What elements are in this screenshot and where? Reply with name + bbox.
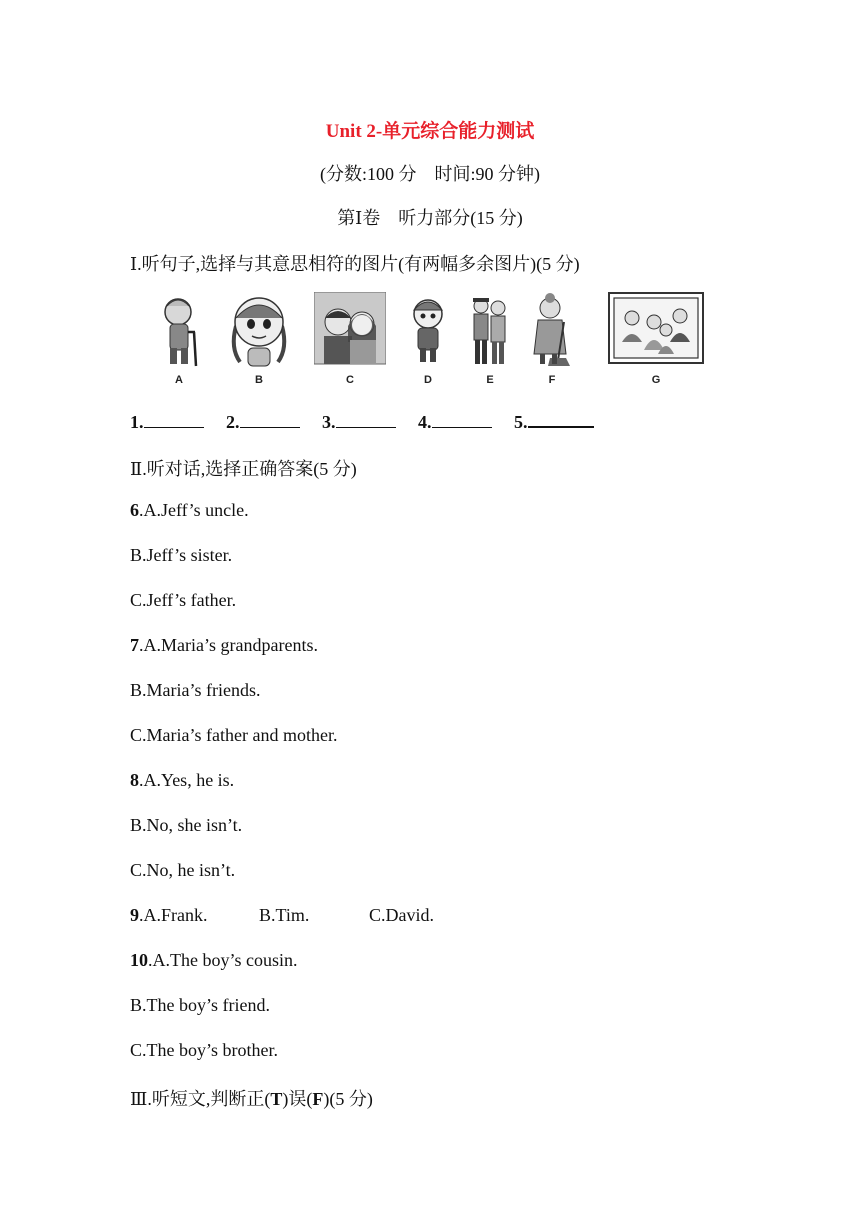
- false-mark: F: [312, 1089, 324, 1109]
- q8-option-b: B.No, she isn’t.: [130, 815, 243, 835]
- q7-option-a: [130, 635, 318, 656]
- picture-e: [470, 292, 510, 386]
- couple-photo-image: [314, 292, 386, 366]
- option-c-text: C.David.: [369, 905, 434, 925]
- question-number: 6: [130, 500, 139, 520]
- picture-label: B: [255, 374, 263, 386]
- blank-2[interactable]: [226, 411, 300, 433]
- q6-option-b: B.Jeff’s sister.: [130, 545, 233, 565]
- blank-4[interactable]: [418, 411, 492, 433]
- picture-f: [528, 292, 576, 386]
- picture-label: C: [346, 374, 354, 386]
- picture-label: F: [548, 374, 556, 386]
- q6-option-c: C.Jeff’s father.: [130, 590, 237, 610]
- q10-option-c: C.The boy’s brother.: [130, 1040, 278, 1060]
- blank-number: 4.: [418, 412, 432, 432]
- option-text: .A.Yes, he is.: [139, 770, 235, 790]
- blank-number: 2.: [226, 412, 240, 432]
- q9-options: [130, 905, 434, 926]
- question-number: 10: [130, 950, 148, 970]
- girl-image: [224, 292, 294, 368]
- picture-d: [408, 292, 448, 386]
- answer-blanks: [130, 410, 612, 433]
- q10-option-b: B.The boy’s friend.: [130, 995, 270, 1015]
- section1-heading: Ⅰ.听句子,选择与其意思相符的图片(有两幅多余图片)(5 分): [130, 254, 580, 274]
- blank-number: 3.: [322, 412, 336, 432]
- old-man-image: [150, 292, 208, 368]
- question-number: 8: [130, 770, 139, 790]
- blank-number: 5.: [514, 412, 528, 432]
- option-text: .A.The boy’s cousin.: [148, 950, 298, 970]
- blank-number: 1.: [130, 412, 144, 432]
- q8-option-a: [130, 770, 234, 791]
- option-b-text: B.Tim.: [259, 905, 310, 925]
- question-number: 7: [130, 635, 139, 655]
- picture-row: [150, 292, 710, 392]
- picture-c: [314, 292, 386, 386]
- picture-label: E: [486, 374, 494, 386]
- section2-heading: Ⅱ.听对话,选择正确答案(5 分): [130, 459, 357, 479]
- q10-option-a: [130, 950, 297, 971]
- q8-option-c: C.No, he isn’t.: [130, 860, 236, 880]
- q6-option-a: [130, 500, 249, 521]
- option-text: .A.Jeff’s uncle.: [139, 500, 249, 520]
- two-men-image: [470, 292, 510, 368]
- option-a-text: .A.Frank.: [139, 905, 208, 925]
- page-title: Unit 2-单元综合能力测试: [325, 121, 535, 142]
- score-time-note: (分数:100 分 时间:90 分钟): [320, 164, 540, 184]
- picture-label: A: [175, 374, 183, 386]
- true-mark: T: [270, 1089, 283, 1109]
- blank-1[interactable]: [130, 411, 204, 433]
- picture-a: [150, 292, 208, 386]
- q7-option-c: C.Maria’s father and mother.: [130, 725, 338, 745]
- old-woman-image: [528, 292, 576, 368]
- child-image: [408, 292, 448, 368]
- picture-label: D: [424, 374, 432, 386]
- option-text: .A.Maria’s grandparents.: [139, 635, 318, 655]
- part-title: 第Ⅰ卷 听力部分(15 分): [337, 208, 523, 228]
- blank-5[interactable]: [514, 410, 594, 433]
- family-photo-frame-image: [608, 292, 704, 364]
- picture-g: [608, 292, 704, 386]
- section3-heading: Ⅲ.听短文,判断正(T)误(F)(5 分): [130, 1089, 373, 1109]
- blank-3[interactable]: [322, 411, 396, 433]
- q7-option-b: B.Maria’s friends.: [130, 680, 261, 700]
- picture-b: [224, 292, 294, 386]
- question-number: 9: [130, 905, 139, 925]
- picture-label: G: [651, 374, 661, 386]
